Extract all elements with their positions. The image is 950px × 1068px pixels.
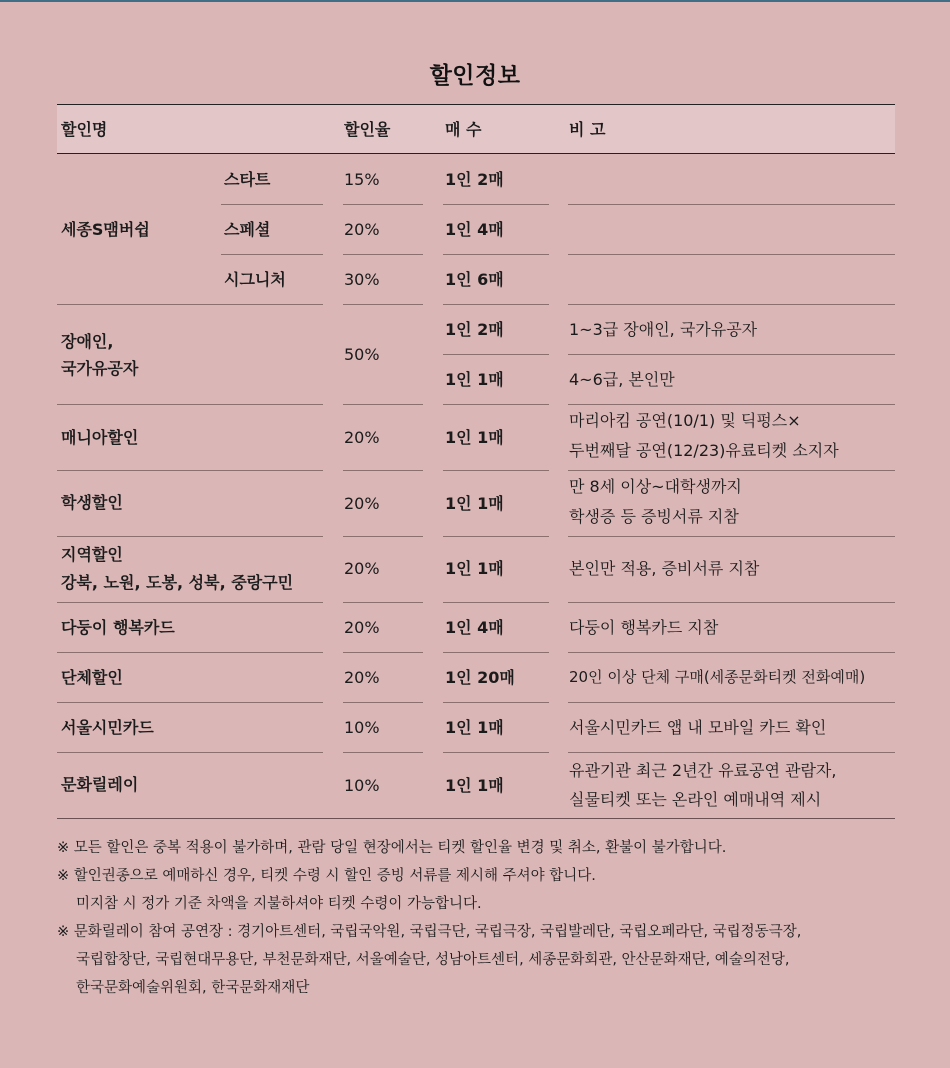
row-note: 실물티켓 또는 온라인 예매내역 제시 xyxy=(569,790,822,809)
note-line: ※ 모든 할인은 중복 적용이 불가하며, 관람 당일 현장에서는 티켓 할인율 변경 및 취소, 환불이 불가합니다. xyxy=(57,840,727,856)
page-title: 할인정보 xyxy=(429,63,521,89)
row-divider xyxy=(221,204,323,205)
row-divider xyxy=(343,254,423,255)
row-qty: 1인 20매 xyxy=(445,668,515,687)
header-rate: 할인율 xyxy=(344,120,391,139)
row-note: 본인만 적용, 증비서류 지참 xyxy=(569,559,760,578)
row-qty: 1인 1매 xyxy=(445,776,504,795)
row-rate: 20% xyxy=(344,559,380,578)
row-rate: 10% xyxy=(344,776,380,795)
row-qty: 1인 1매 xyxy=(445,428,504,447)
row-note: 두번째달 공연(12/23)유료티켓 소지자 xyxy=(569,441,839,460)
row-divider xyxy=(568,752,895,753)
top-accent-line xyxy=(0,0,950,2)
disabled-qty: 1인 1매 xyxy=(445,370,504,389)
membership-qty: 1인 2매 xyxy=(445,170,504,189)
row-divider xyxy=(343,204,423,205)
row-name: 단체할인 xyxy=(61,668,123,687)
row-name: 매니아할인 xyxy=(61,428,139,447)
table-bottom-border xyxy=(57,818,895,819)
row-divider xyxy=(57,602,323,603)
row-note: 학생증 등 증빙서류 지참 xyxy=(569,507,739,526)
row-divider xyxy=(443,752,549,753)
row-note: 만 8세 이상~대학생까지 xyxy=(569,477,742,496)
row-divider xyxy=(57,404,323,405)
row-divider xyxy=(443,354,549,355)
row-name: 강북, 노원, 도봉, 성북, 중랑구민 xyxy=(61,573,294,592)
membership-tier: 스페셜 xyxy=(224,220,271,239)
row-divider xyxy=(443,702,549,703)
row-rate: 10% xyxy=(344,718,380,737)
header-qty: 매 수 xyxy=(445,120,482,139)
row-divider xyxy=(57,304,323,305)
row-note: 다둥이 행복카드 지참 xyxy=(569,618,719,637)
membership-qty: 1인 6매 xyxy=(445,270,504,289)
row-qty: 1인 4매 xyxy=(445,618,504,637)
row-divider xyxy=(343,752,423,753)
row-rate: 20% xyxy=(344,668,380,687)
row-divider xyxy=(57,536,323,537)
row-name: 다둥이 행복카드 xyxy=(61,618,175,637)
header-name: 할인명 xyxy=(61,120,108,139)
membership-rate: 20% xyxy=(344,220,380,239)
membership-tier: 시그니처 xyxy=(224,270,286,289)
row-divider xyxy=(443,470,549,471)
membership-rate: 30% xyxy=(344,270,380,289)
disabled-rate: 50% xyxy=(344,345,380,364)
row-note: 20인 이상 단체 구매(세종문화티켓 전화예매) xyxy=(569,668,866,686)
row-divider xyxy=(568,536,895,537)
row-divider xyxy=(57,702,323,703)
row-divider xyxy=(568,702,895,703)
row-divider xyxy=(568,304,895,305)
row-divider xyxy=(343,470,423,471)
row-divider xyxy=(568,204,895,205)
row-qty: 1인 1매 xyxy=(445,718,504,737)
row-divider xyxy=(443,204,549,205)
note-line: ※ 할인권종으로 예매하신 경우, 티켓 수령 시 할인 증빙 서류를 제시해 주셔야 합니다. xyxy=(57,868,596,884)
membership-qty: 1인 4매 xyxy=(445,220,504,239)
row-divider xyxy=(57,652,323,653)
row-divider xyxy=(568,404,895,405)
row-divider xyxy=(343,652,423,653)
row-divider xyxy=(443,602,549,603)
row-note: 서울시민카드 앱 내 모바일 카드 확인 xyxy=(569,718,827,737)
note-line: ※ 문화릴레이 참여 공연장 : 경기아트센터, 국립국악원, 국립극단, 국립극장, 국립발레단, 국립오페라단, 국립정동극장, xyxy=(57,924,802,940)
row-divider xyxy=(343,536,423,537)
row-divider xyxy=(343,304,423,305)
row-divider xyxy=(343,702,423,703)
row-divider xyxy=(343,404,423,405)
row-divider xyxy=(57,470,323,471)
row-note: 유관기관 최근 2년간 유료공연 관람자, xyxy=(569,761,837,780)
row-divider xyxy=(221,254,323,255)
row-qty: 1인 1매 xyxy=(445,559,504,578)
membership-tier: 스타트 xyxy=(224,170,271,189)
disabled-qty: 1인 2매 xyxy=(445,320,504,339)
row-divider xyxy=(568,354,895,355)
row-divider xyxy=(443,304,549,305)
row-divider xyxy=(443,404,549,405)
notes-section xyxy=(57,834,917,1002)
note-line: 미지참 시 정가 기준 차액을 지불하셔야 티켓 수령이 가능합니다. xyxy=(76,896,482,912)
row-rate: 20% xyxy=(344,494,380,513)
disabled-name: 장애인, xyxy=(61,332,114,351)
disabled-note: 1~3급 장애인, 국가유공자 xyxy=(569,320,758,339)
row-qty: 1인 1매 xyxy=(445,494,504,513)
row-name: 문화릴레이 xyxy=(61,775,139,794)
row-divider xyxy=(568,470,895,471)
row-divider xyxy=(443,652,549,653)
note-line: 국립합창단, 국립현대무용단, 부천문화재단, 서울예술단, 성남아트센터, 세종문화회관, 안산문화재단, 예술의전당, xyxy=(76,952,790,968)
row-divider xyxy=(568,602,895,603)
table-header xyxy=(57,104,895,154)
row-rate: 20% xyxy=(344,618,380,637)
row-name: 지역할인 xyxy=(61,545,123,564)
disabled-name: 국가유공자 xyxy=(61,359,139,378)
row-divider xyxy=(443,254,549,255)
row-rate: 20% xyxy=(344,428,380,447)
row-divider xyxy=(343,602,423,603)
membership-rate: 15% xyxy=(344,170,380,189)
row-divider xyxy=(568,254,895,255)
row-divider xyxy=(568,652,895,653)
row-name: 서울시민카드 xyxy=(61,718,154,737)
disabled-note: 4~6급, 본인만 xyxy=(569,370,675,389)
note-line: 한국문화예술위원회, 한국문화재재단 xyxy=(76,980,310,996)
row-name: 학생할인 xyxy=(61,493,123,512)
row-divider xyxy=(443,536,549,537)
row-divider xyxy=(57,752,323,753)
header-note: 비 고 xyxy=(569,120,606,139)
membership-name: 세종S맴버쉽 xyxy=(61,220,150,239)
row-note: 마리아킴 공연(10/1) 및 딕펑스× xyxy=(569,411,801,430)
